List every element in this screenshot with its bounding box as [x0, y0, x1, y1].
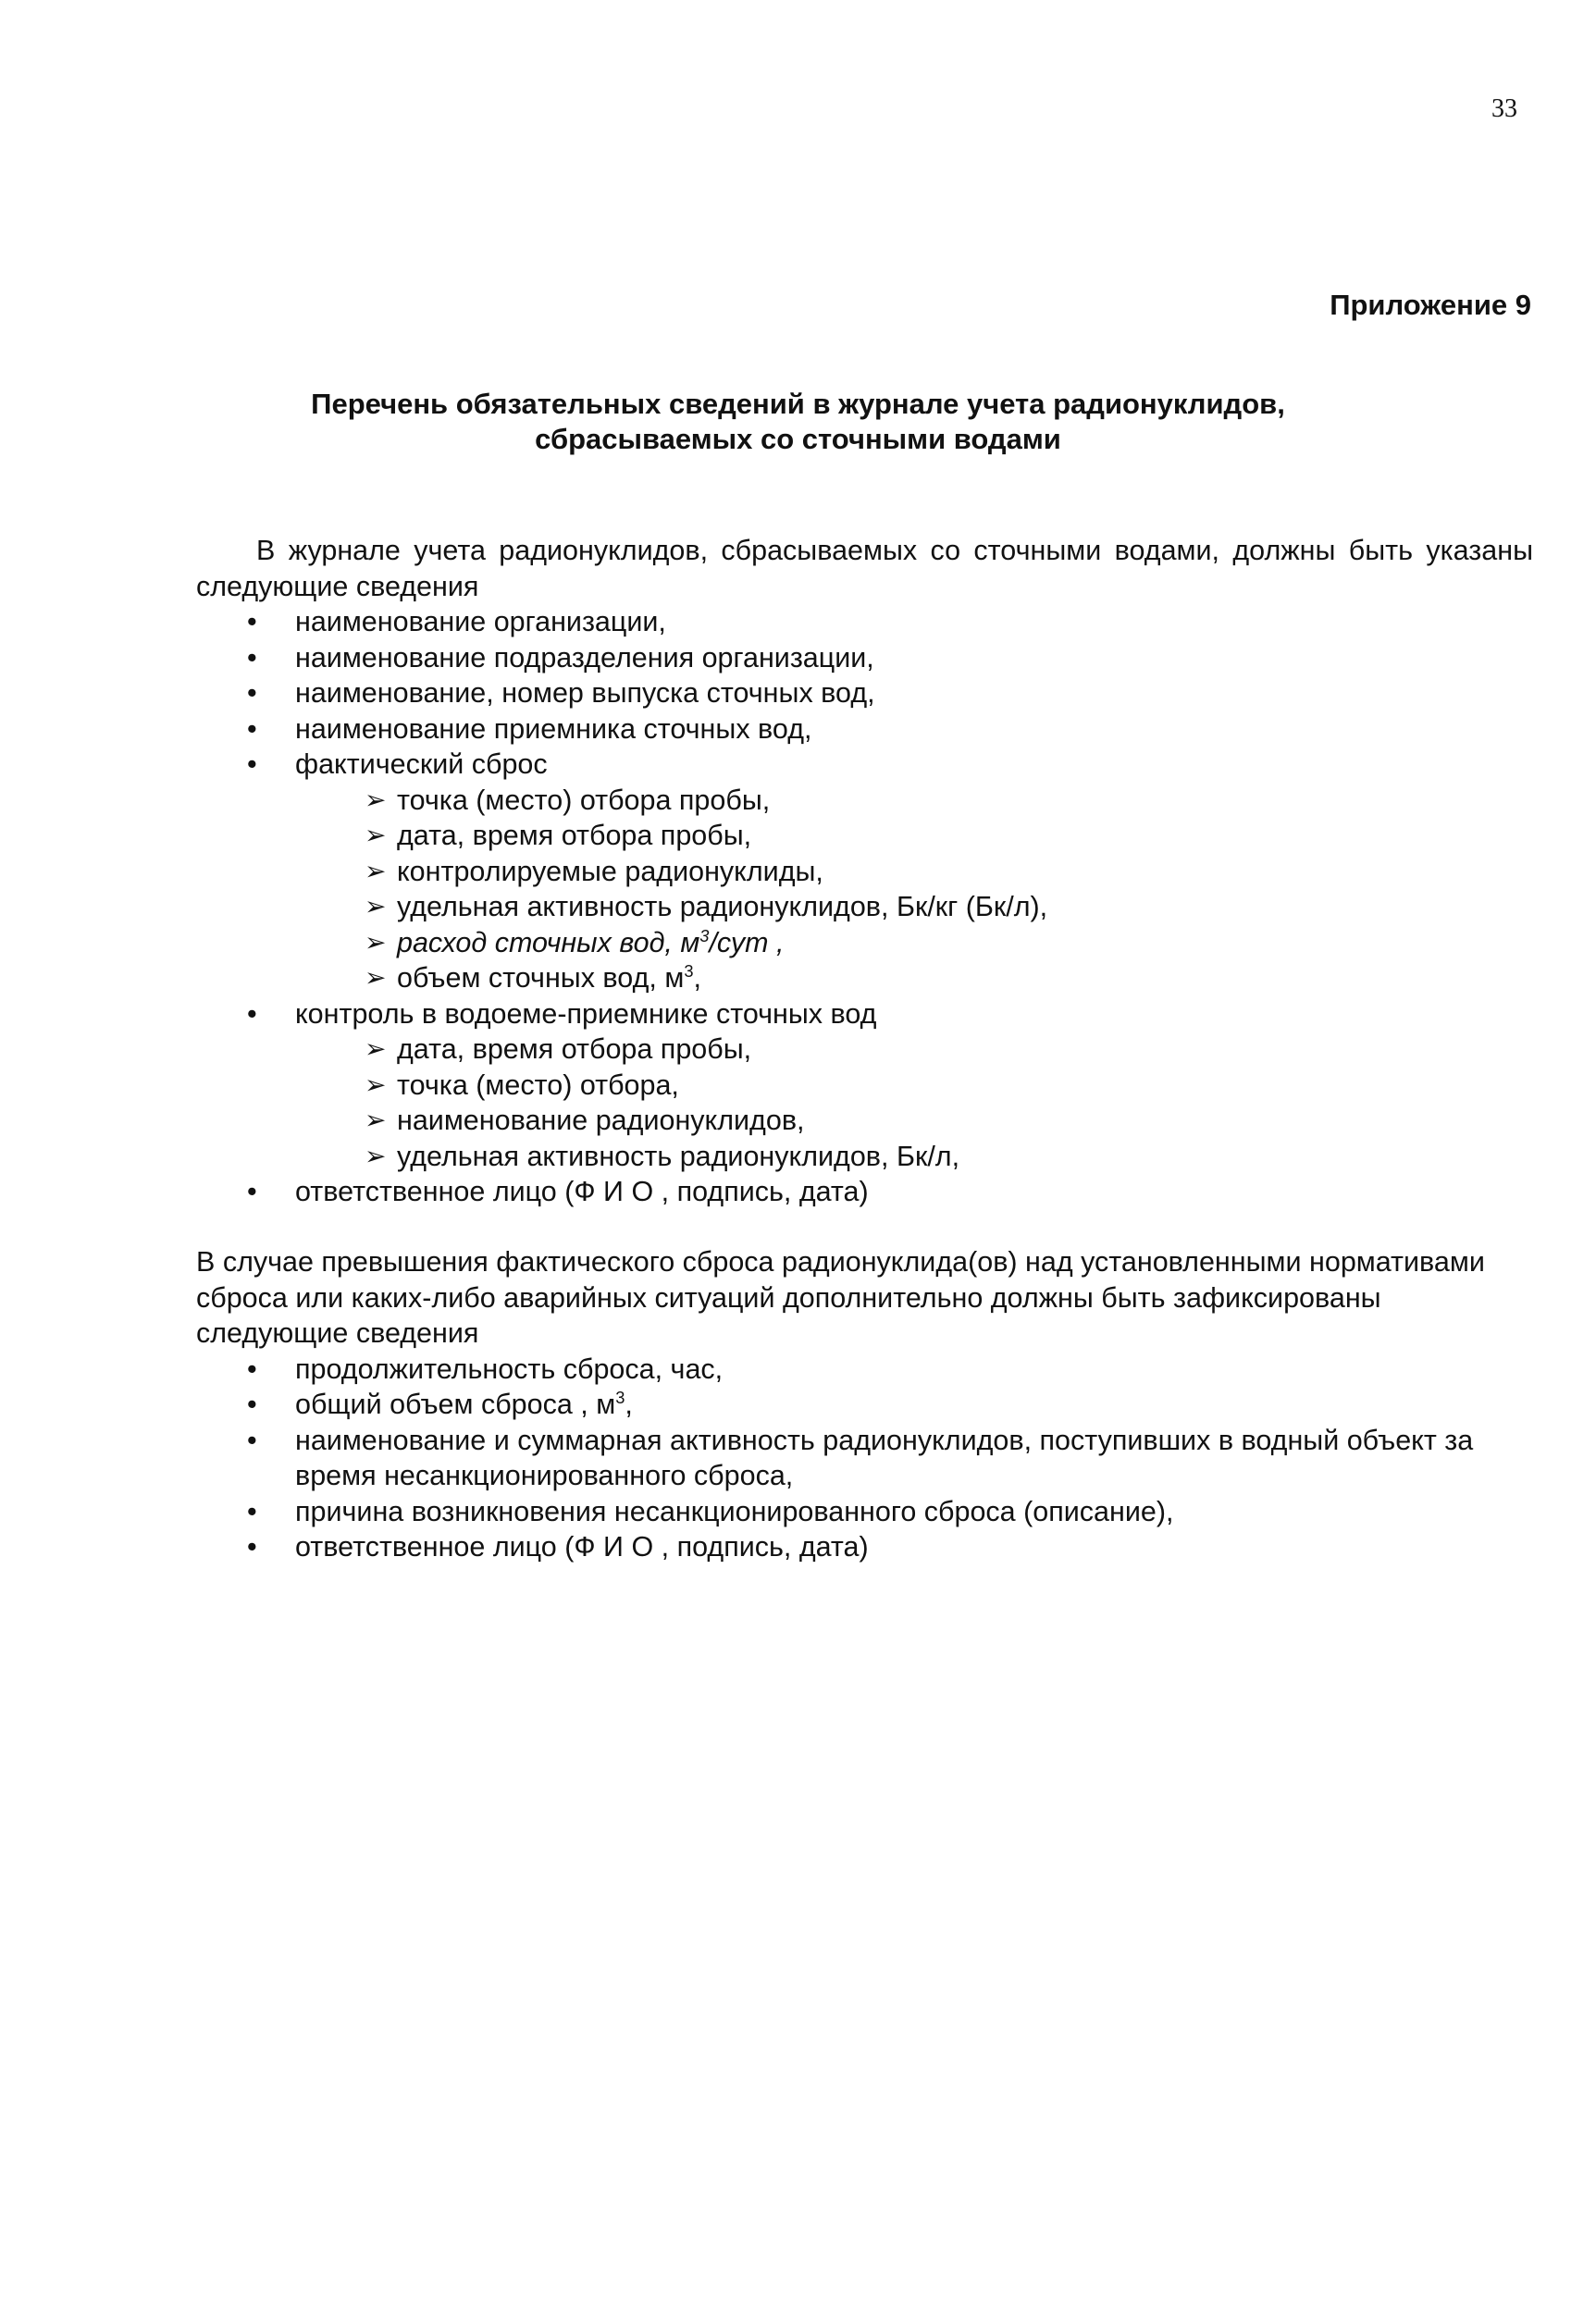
- sublist-item-text: точка (место) отбора пробы,: [397, 784, 771, 816]
- sublist-item-text: удельная активность радионуклидов, Бк/л,: [397, 1140, 960, 1172]
- bullet-icon: •: [247, 1495, 257, 1527]
- document-title: [0, 387, 1596, 457]
- list-item-text: ответственное лицо (Ф И О , подпись, дата): [295, 1531, 869, 1563]
- total-volume-exponent: 3: [615, 1387, 625, 1407]
- arrow-bullet-icon: ➢: [365, 927, 387, 957]
- bullet-icon: •: [247, 1424, 257, 1456]
- list-item-actual-discharge: [196, 747, 1533, 996]
- document-title-line-2: сбрасываемых со сточными водами: [535, 423, 1061, 455]
- bullet-icon: •: [247, 1389, 257, 1420]
- total-volume-suffix: ,: [625, 1389, 633, 1420]
- bullet-icon: •: [247, 1531, 257, 1563]
- list-item: [196, 711, 1533, 747]
- excess-paragraph: В случае превышения фактического сброса радионуклида(ов) над установленными нормативами сброса или каких-либо аварийных ситуаций дополнительно должны быть зафиксированы следующие сведения: [196, 1246, 1485, 1349]
- sublist-item: [295, 925, 1533, 961]
- list-item-receiver-control: [196, 996, 1533, 1175]
- bullet-icon: •: [247, 748, 257, 780]
- bullet-icon: •: [247, 677, 257, 709]
- receiver-control-sublist: [295, 1032, 1533, 1174]
- sublist-item-text: точка (место) отбора,: [397, 1069, 679, 1101]
- arrow-bullet-icon: ➢: [365, 1069, 387, 1099]
- list-item-text: продолжительность сброса, час,: [295, 1353, 724, 1385]
- list-item-text: наименование организации,: [295, 606, 666, 637]
- volume-exponent: 3: [684, 960, 694, 981]
- list-item-text: причина возникновения несанкционированного сброса (описание),: [295, 1495, 1174, 1527]
- flow-rate-prefix: расход сточных вод, м: [397, 926, 700, 958]
- intro-section: [196, 533, 1533, 1210]
- excess-info-list: [196, 1352, 1533, 1565]
- list-item-text: наименование, номер выпуска сточных вод,: [295, 677, 875, 709]
- bullet-icon: •: [247, 997, 257, 1030]
- sublist-item: [295, 818, 1533, 854]
- list-item: [196, 640, 1533, 676]
- document-title-line-1: Перечень обязательных сведений в журнале учета радионуклидов,: [311, 388, 1285, 420]
- flow-rate-exponent: 3: [699, 925, 710, 945]
- arrow-bullet-icon: ➢: [365, 963, 387, 992]
- list-item: [196, 1387, 1533, 1423]
- list-item: [196, 1423, 1533, 1494]
- sublist-item-text: дата, время отбора пробы,: [397, 1033, 752, 1065]
- volume-suffix: ,: [693, 962, 701, 994]
- list-item-text: контроль в водоеме-приемнике сточных вод: [295, 997, 877, 1030]
- bullet-icon: •: [247, 1176, 257, 1207]
- list-item: [196, 1352, 1533, 1388]
- list-item: [196, 1529, 1533, 1565]
- arrow-bullet-icon: ➢: [365, 821, 387, 849]
- list-item: [196, 604, 1533, 640]
- arrow-bullet-icon: ➢: [365, 1141, 387, 1170]
- appendix-label: Приложение 9: [1330, 289, 1531, 321]
- arrow-bullet-icon: ➢: [365, 785, 387, 814]
- sublist-item: [295, 783, 1533, 819]
- sublist-item-text: контролируемые радионуклиды,: [397, 855, 823, 887]
- sublist-item: [295, 1139, 1533, 1175]
- bullet-icon: •: [247, 712, 257, 745]
- sublist-item: [295, 1103, 1533, 1139]
- list-item-text: фактический сброс: [295, 748, 548, 780]
- volume-prefix: объем сточных вод, м: [397, 962, 685, 994]
- total-volume-prefix: общий объем сброса , м: [295, 1389, 616, 1420]
- sublist-item: [295, 960, 1533, 996]
- total-volume-text: [295, 1389, 633, 1420]
- arrow-bullet-icon: ➢: [365, 1106, 387, 1134]
- list-item-text: наименование подразделения организации,: [295, 641, 874, 673]
- list-item-text: наименование приемника сточных вод,: [295, 712, 812, 745]
- list-item-text: ответственное лицо (Ф И О , подпись, дата): [295, 1176, 869, 1207]
- bullet-icon: •: [247, 1353, 257, 1385]
- list-item-text: наименование и суммарная активность радионуклидов, поступивших в водный объект за время несанкционированного сброса,: [295, 1424, 1474, 1491]
- list-item: [196, 1174, 1533, 1210]
- sublist-item: [295, 889, 1533, 925]
- arrow-bullet-icon: ➢: [365, 892, 387, 920]
- intro-paragraph: В журнале учета радионуклидов, сбрасываемых со сточными водами, должны быть указаны следующие сведения: [196, 535, 1533, 602]
- volume-text: [397, 962, 701, 994]
- list-item: [196, 1494, 1533, 1530]
- arrow-bullet-icon: ➢: [365, 1034, 387, 1063]
- sublist-item-text: дата, время отбора пробы,: [397, 820, 752, 851]
- actual-discharge-sublist: [295, 783, 1533, 996]
- flow-rate-suffix: /сут ,: [709, 926, 785, 958]
- list-item: [196, 675, 1533, 711]
- sublist-item: [295, 1068, 1533, 1104]
- arrow-bullet-icon: ➢: [365, 856, 387, 885]
- sublist-item-text: удельная активность радионуклидов, Бк/кг (Бк/л),: [397, 891, 1048, 922]
- bullet-icon: •: [247, 606, 257, 637]
- page-number: 33: [1491, 94, 1517, 123]
- required-info-list: [196, 604, 1533, 1210]
- sublist-item: [295, 1032, 1533, 1068]
- flow-rate-text: [397, 927, 784, 958]
- sublist-item: [295, 854, 1533, 890]
- bullet-icon: •: [247, 641, 257, 673]
- excess-section: [196, 1244, 1533, 1565]
- sublist-item-text: наименование радионуклидов,: [397, 1105, 805, 1136]
